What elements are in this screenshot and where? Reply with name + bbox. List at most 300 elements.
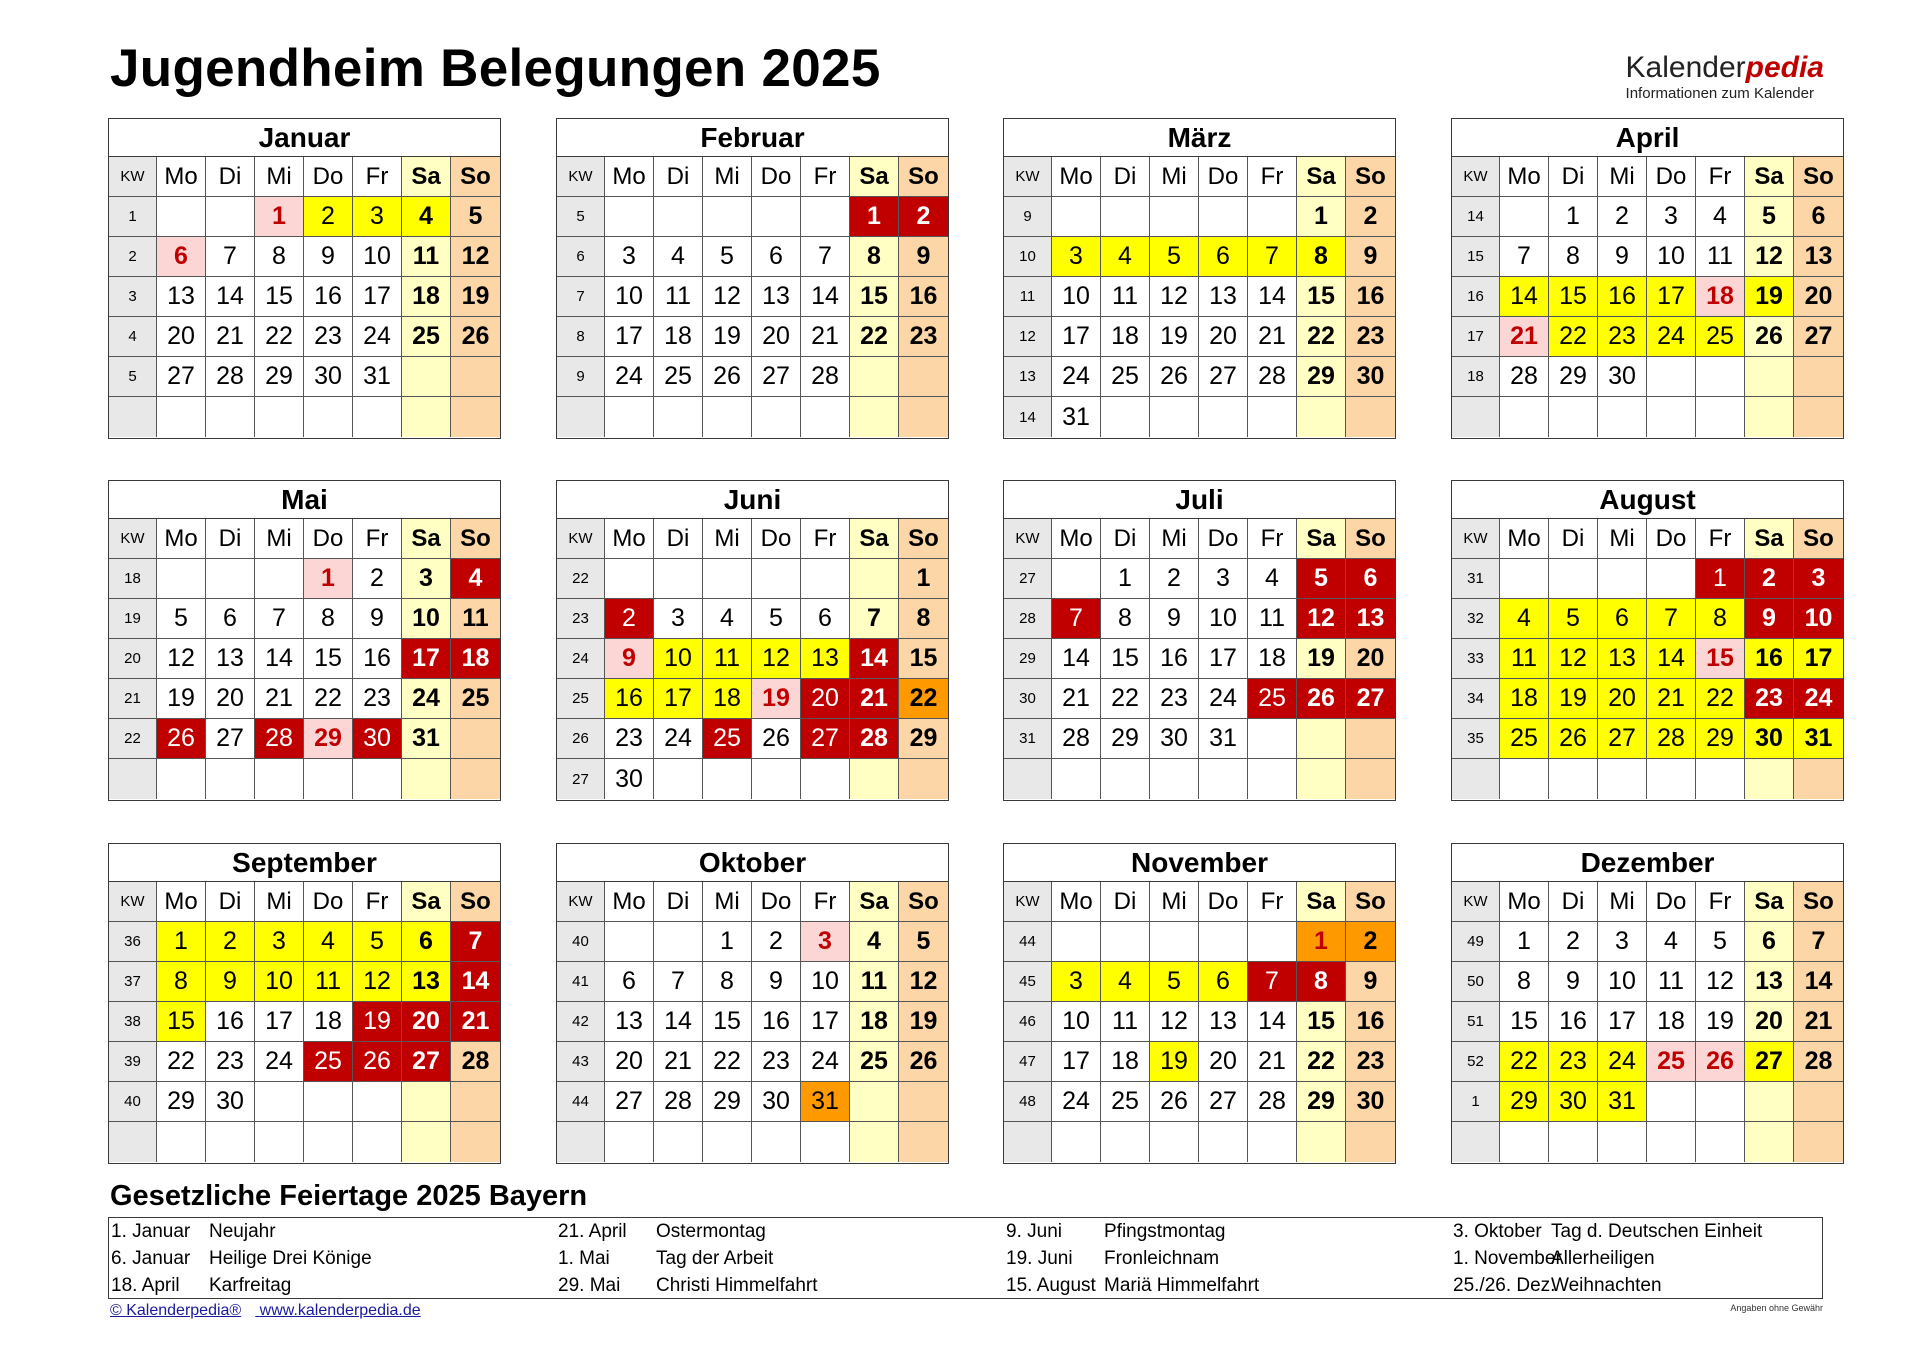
empty-day-cell <box>255 1122 304 1162</box>
day-cell: 28 <box>654 1082 703 1122</box>
month-4 <box>108 480 501 801</box>
day-cell: 23 <box>899 317 948 357</box>
empty-day-cell <box>255 559 304 599</box>
day-cell: 8 <box>1297 237 1346 277</box>
website-link[interactable]: www.kalenderpedia.de <box>259 1302 421 1319</box>
day-cell: 22 <box>850 317 899 357</box>
day-cell: 5 <box>1549 599 1598 639</box>
day-cell: 25 <box>1101 1082 1150 1122</box>
week-number <box>1004 1122 1052 1162</box>
kalenderpedia-logo[interactable] <box>1626 52 1824 102</box>
empty-day-cell <box>353 1082 402 1122</box>
day-cell: 5 <box>1745 197 1794 237</box>
month-name: März <box>1004 119 1395 157</box>
day-cell: 17 <box>353 277 402 317</box>
day-cell: 20 <box>1199 317 1248 357</box>
week-number: 24 <box>557 639 605 679</box>
day-cell: 23 <box>1598 317 1647 357</box>
holiday-column <box>1451 1221 1891 1302</box>
day-cell: 27 <box>1199 357 1248 397</box>
day-cell: 24 <box>1598 1042 1647 1082</box>
empty-day-cell <box>304 397 353 437</box>
day-cell: 5 <box>157 599 206 639</box>
day-cell: 29 <box>1297 1082 1346 1122</box>
day-cell: 4 <box>402 197 451 237</box>
day-cell: 16 <box>1150 639 1199 679</box>
empty-day-cell <box>1297 719 1346 759</box>
empty-day-cell <box>402 397 451 437</box>
kw-header: KW <box>1004 882 1052 922</box>
day-cell: 13 <box>157 277 206 317</box>
holiday-row <box>1004 1275 1444 1302</box>
weekday-header: Do <box>752 157 801 197</box>
disclaimer: Angaben ohne Gewähr <box>1730 1303 1823 1313</box>
empty-day-cell <box>605 922 654 962</box>
day-cell: 23 <box>605 719 654 759</box>
day-cell: 19 <box>752 679 801 719</box>
day-cell: 18 <box>1696 277 1745 317</box>
day-cell: 1 <box>157 922 206 962</box>
month-1 <box>556 118 949 439</box>
day-cell: 25 <box>703 719 752 759</box>
day-cell: 27 <box>1199 1082 1248 1122</box>
day-cell: 21 <box>451 1002 500 1042</box>
weekday-header: Fr <box>353 519 402 559</box>
holiday-name: Weihnachten <box>1551 1275 1662 1296</box>
empty-day-cell <box>206 197 255 237</box>
empty-day-cell <box>1199 397 1248 437</box>
empty-day-cell <box>899 397 948 437</box>
day-cell: 2 <box>1549 922 1598 962</box>
day-cell: 17 <box>402 639 451 679</box>
day-cell: 3 <box>402 559 451 599</box>
kw-header: KW <box>109 157 157 197</box>
week-number: 50 <box>1452 962 1500 1002</box>
month-9 <box>556 843 949 1164</box>
month-3 <box>1451 118 1844 439</box>
day-cell: 15 <box>703 1002 752 1042</box>
week-number: 31 <box>1452 559 1500 599</box>
day-cell: 4 <box>1696 197 1745 237</box>
day-cell: 15 <box>899 639 948 679</box>
month-name: November <box>1004 844 1395 882</box>
day-cell: 4 <box>850 922 899 962</box>
holiday-row <box>109 1275 549 1302</box>
day-cell: 9 <box>1346 962 1395 1002</box>
day-cell: 31 <box>353 357 402 397</box>
day-cell: 12 <box>157 639 206 679</box>
week-number: 16 <box>1452 277 1500 317</box>
week-number: 47 <box>1004 1042 1052 1082</box>
day-cell: 26 <box>1745 317 1794 357</box>
weekday-header: Fr <box>1696 157 1745 197</box>
weekday-header: Fr <box>1696 882 1745 922</box>
day-cell: 3 <box>605 237 654 277</box>
weekday-header: So <box>1346 882 1395 922</box>
week-number: 41 <box>557 962 605 1002</box>
day-cell: 27 <box>1598 719 1647 759</box>
day-cell: 11 <box>1647 962 1696 1002</box>
empty-day-cell <box>1647 397 1696 437</box>
day-cell: 14 <box>801 277 850 317</box>
day-cell: 28 <box>1794 1042 1843 1082</box>
empty-day-cell <box>752 1122 801 1162</box>
day-cell: 14 <box>255 639 304 679</box>
day-cell: 13 <box>752 277 801 317</box>
day-cell: 23 <box>1745 679 1794 719</box>
day-cell: 5 <box>1150 962 1199 1002</box>
week-number: 35 <box>1452 719 1500 759</box>
day-cell: 23 <box>752 1042 801 1082</box>
weekday-header: Di <box>206 519 255 559</box>
empty-day-cell <box>402 357 451 397</box>
week-number: 49 <box>1452 922 1500 962</box>
day-cell: 2 <box>752 922 801 962</box>
empty-day-cell <box>1794 357 1843 397</box>
day-cell: 12 <box>1150 277 1199 317</box>
day-cell: 31 <box>1052 397 1101 437</box>
day-cell: 8 <box>255 237 304 277</box>
kw-header: KW <box>1452 882 1500 922</box>
day-cell: 28 <box>206 357 255 397</box>
day-cell: 2 <box>206 922 255 962</box>
day-cell: 3 <box>654 599 703 639</box>
weekday-header: So <box>899 519 948 559</box>
day-cell: 17 <box>605 317 654 357</box>
day-cell: 18 <box>304 1002 353 1042</box>
empty-day-cell <box>654 559 703 599</box>
day-cell: 24 <box>353 317 402 357</box>
day-cell: 3 <box>1794 559 1843 599</box>
week-number: 32 <box>1452 599 1500 639</box>
empty-day-cell <box>1346 397 1395 437</box>
day-cell: 14 <box>1794 962 1843 1002</box>
week-number: 14 <box>1004 397 1052 437</box>
day-cell: 17 <box>255 1002 304 1042</box>
day-cell: 24 <box>605 357 654 397</box>
week-number: 5 <box>109 357 157 397</box>
day-cell: 22 <box>1500 1042 1549 1082</box>
day-cell: 27 <box>1794 317 1843 357</box>
day-cell: 24 <box>1794 679 1843 719</box>
weekday-header: Mi <box>1598 157 1647 197</box>
empty-day-cell <box>850 1082 899 1122</box>
day-cell: 19 <box>1549 679 1598 719</box>
holiday-date: 18. April <box>111 1275 180 1296</box>
empty-day-cell <box>451 397 500 437</box>
day-cell: 20 <box>402 1002 451 1042</box>
day-cell: 3 <box>1052 962 1101 1002</box>
empty-day-cell <box>1248 759 1297 799</box>
day-cell: 19 <box>1150 317 1199 357</box>
day-cell: 15 <box>1696 639 1745 679</box>
weekday-header: Mo <box>1500 157 1549 197</box>
day-cell: 22 <box>1297 1042 1346 1082</box>
day-cell: 14 <box>1248 277 1297 317</box>
month-name: Mai <box>109 481 500 519</box>
day-cell: 16 <box>899 277 948 317</box>
empty-day-cell <box>1150 397 1199 437</box>
day-cell: 19 <box>1696 1002 1745 1042</box>
day-cell: 23 <box>1346 317 1395 357</box>
day-cell: 4 <box>451 559 500 599</box>
day-cell: 10 <box>1794 599 1843 639</box>
day-cell: 17 <box>654 679 703 719</box>
day-cell: 24 <box>1052 1082 1101 1122</box>
day-cell: 16 <box>1598 277 1647 317</box>
empty-day-cell <box>1199 759 1248 799</box>
holiday-row <box>556 1275 996 1302</box>
empty-day-cell <box>1647 759 1696 799</box>
day-cell: 18 <box>654 317 703 357</box>
day-cell: 19 <box>353 1002 402 1042</box>
day-cell: 11 <box>1101 1002 1150 1042</box>
day-cell: 11 <box>850 962 899 1002</box>
weekday-header: Di <box>206 157 255 197</box>
day-cell: 18 <box>1500 679 1549 719</box>
day-cell: 1 <box>1297 922 1346 962</box>
holiday-date: 15. August <box>1006 1275 1096 1296</box>
day-cell: 11 <box>1500 639 1549 679</box>
day-cell: 2 <box>1598 197 1647 237</box>
day-cell: 6 <box>801 599 850 639</box>
day-cell: 26 <box>1150 357 1199 397</box>
month-name: Juni <box>557 481 948 519</box>
weekday-header: Fr <box>1696 519 1745 559</box>
day-cell: 7 <box>850 599 899 639</box>
empty-day-cell <box>402 1082 451 1122</box>
empty-day-cell <box>1598 1122 1647 1162</box>
day-cell: 11 <box>654 277 703 317</box>
day-cell: 9 <box>353 599 402 639</box>
day-cell: 21 <box>1248 1042 1297 1082</box>
week-number: 1 <box>1452 1082 1500 1122</box>
empty-day-cell <box>1248 397 1297 437</box>
copyright-link[interactable]: © Kalenderpedia® <box>110 1302 242 1319</box>
week-number: 4 <box>109 317 157 357</box>
day-cell: 25 <box>654 357 703 397</box>
day-cell: 26 <box>1549 719 1598 759</box>
week-number: 17 <box>1452 317 1500 357</box>
weekday-header: Di <box>654 157 703 197</box>
day-cell: 9 <box>304 237 353 277</box>
day-cell: 6 <box>605 962 654 1002</box>
week-number: 25 <box>557 679 605 719</box>
week-number: 44 <box>557 1082 605 1122</box>
day-cell: 18 <box>451 639 500 679</box>
weekday-header: Di <box>654 519 703 559</box>
day-cell: 22 <box>255 317 304 357</box>
empty-day-cell <box>206 759 255 799</box>
weekday-header: Mo <box>157 519 206 559</box>
empty-day-cell <box>1549 1122 1598 1162</box>
weekday-header: Mo <box>1052 157 1101 197</box>
day-cell: 9 <box>1346 237 1395 277</box>
day-cell: 7 <box>1248 237 1297 277</box>
day-cell: 28 <box>850 719 899 759</box>
day-cell: 16 <box>206 1002 255 1042</box>
weekday-header: Mi <box>1598 519 1647 559</box>
day-cell: 6 <box>1598 599 1647 639</box>
weekday-header: Sa <box>1745 882 1794 922</box>
weekday-header: Fr <box>353 882 402 922</box>
day-cell: 4 <box>1101 962 1150 1002</box>
weekday-header: Di <box>654 882 703 922</box>
day-cell: 30 <box>752 1082 801 1122</box>
month-8 <box>108 843 501 1164</box>
day-cell: 14 <box>1647 639 1696 679</box>
weekday-header: Do <box>1199 157 1248 197</box>
weekday-header: Sa <box>1297 157 1346 197</box>
logo-brand-part1: Kalender <box>1625 51 1746 84</box>
month-name: Juli <box>1004 481 1395 519</box>
day-cell: 5 <box>1297 559 1346 599</box>
week-number: 48 <box>1004 1082 1052 1122</box>
day-cell: 19 <box>1297 639 1346 679</box>
holiday-date: 9. Juni <box>1006 1221 1062 1242</box>
week-number: 33 <box>1452 639 1500 679</box>
holiday-row <box>109 1248 549 1275</box>
empty-day-cell <box>1101 1122 1150 1162</box>
empty-day-cell <box>451 357 500 397</box>
day-cell: 20 <box>1346 639 1395 679</box>
empty-day-cell <box>157 559 206 599</box>
day-cell: 2 <box>1745 559 1794 599</box>
empty-day-cell <box>1346 759 1395 799</box>
day-cell: 28 <box>1248 1082 1297 1122</box>
week-number: 21 <box>109 679 157 719</box>
weekday-header: Mo <box>157 882 206 922</box>
weekday-header: So <box>1794 519 1843 559</box>
kw-header: KW <box>109 519 157 559</box>
day-cell: 22 <box>703 1042 752 1082</box>
week-number <box>1452 1122 1500 1162</box>
day-cell: 14 <box>654 1002 703 1042</box>
holiday-date: 6. Januar <box>111 1248 191 1269</box>
day-cell: 10 <box>353 237 402 277</box>
day-cell: 28 <box>451 1042 500 1082</box>
weekday-header: Mo <box>1500 882 1549 922</box>
day-cell: 19 <box>451 277 500 317</box>
week-number: 44 <box>1004 922 1052 962</box>
empty-day-cell <box>605 1122 654 1162</box>
week-number: 45 <box>1004 962 1052 1002</box>
week-number: 18 <box>1452 357 1500 397</box>
empty-day-cell <box>206 559 255 599</box>
week-number: 39 <box>109 1042 157 1082</box>
day-cell: 29 <box>1297 357 1346 397</box>
day-cell: 23 <box>1549 1042 1598 1082</box>
empty-day-cell <box>1696 357 1745 397</box>
day-cell: 11 <box>451 599 500 639</box>
day-cell: 3 <box>801 922 850 962</box>
day-cell: 15 <box>1297 1002 1346 1042</box>
day-cell: 18 <box>850 1002 899 1042</box>
weekday-header: Mo <box>1500 519 1549 559</box>
weekday-header: Sa <box>850 882 899 922</box>
day-cell: 6 <box>1199 962 1248 1002</box>
day-cell: 23 <box>206 1042 255 1082</box>
day-cell: 15 <box>157 1002 206 1042</box>
day-cell: 21 <box>1647 679 1696 719</box>
day-cell: 22 <box>899 679 948 719</box>
day-cell: 18 <box>703 679 752 719</box>
day-cell: 17 <box>1052 317 1101 357</box>
week-number: 40 <box>109 1082 157 1122</box>
month-2 <box>1003 118 1396 439</box>
empty-day-cell <box>1248 922 1297 962</box>
holiday-date: 3. Oktober <box>1453 1221 1542 1242</box>
week-number <box>557 1122 605 1162</box>
day-cell: 7 <box>654 962 703 1002</box>
day-cell: 18 <box>402 277 451 317</box>
day-cell: 24 <box>801 1042 850 1082</box>
day-cell: 1 <box>1297 197 1346 237</box>
empty-day-cell <box>801 1122 850 1162</box>
empty-day-cell <box>1647 1122 1696 1162</box>
weekday-header: Mo <box>1052 519 1101 559</box>
day-cell: 3 <box>1199 559 1248 599</box>
empty-day-cell <box>255 759 304 799</box>
day-cell: 11 <box>1101 277 1150 317</box>
day-cell: 9 <box>752 962 801 1002</box>
day-cell: 5 <box>752 599 801 639</box>
day-cell: 10 <box>402 599 451 639</box>
holiday-date: 25./26. Dez. <box>1453 1275 1556 1296</box>
empty-day-cell <box>1745 759 1794 799</box>
day-cell: 20 <box>1794 277 1843 317</box>
day-cell: 6 <box>1199 237 1248 277</box>
day-cell: 28 <box>1052 719 1101 759</box>
day-cell: 29 <box>703 1082 752 1122</box>
weekday-header: Mi <box>1150 882 1199 922</box>
holiday-date: 1. November <box>1453 1248 1562 1269</box>
day-cell: 17 <box>1647 277 1696 317</box>
day-cell: 8 <box>1696 599 1745 639</box>
weekday-header: So <box>1346 519 1395 559</box>
day-cell: 12 <box>752 639 801 679</box>
day-cell: 18 <box>1101 317 1150 357</box>
day-cell: 2 <box>605 599 654 639</box>
day-cell: 20 <box>1199 1042 1248 1082</box>
weekday-header: Do <box>304 157 353 197</box>
empty-day-cell <box>1101 197 1150 237</box>
empty-day-cell <box>157 397 206 437</box>
kw-header: KW <box>557 882 605 922</box>
day-cell: 18 <box>1248 639 1297 679</box>
week-number <box>557 397 605 437</box>
day-cell: 10 <box>1598 962 1647 1002</box>
weekday-header: Fr <box>801 882 850 922</box>
week-number: 40 <box>557 922 605 962</box>
empty-day-cell <box>157 1122 206 1162</box>
day-cell: 7 <box>1794 922 1843 962</box>
day-cell: 21 <box>801 317 850 357</box>
day-cell: 17 <box>1794 639 1843 679</box>
week-number <box>1452 397 1500 437</box>
day-cell: 26 <box>703 357 752 397</box>
weekday-header: Sa <box>1297 882 1346 922</box>
day-cell: 4 <box>1248 559 1297 599</box>
holiday-column <box>1004 1221 1444 1302</box>
day-cell: 7 <box>801 237 850 277</box>
day-cell: 22 <box>1101 679 1150 719</box>
day-cell: 10 <box>255 962 304 1002</box>
empty-day-cell <box>1052 197 1101 237</box>
week-number: 22 <box>557 559 605 599</box>
empty-day-cell <box>451 1122 500 1162</box>
weekday-header: Mo <box>1052 882 1101 922</box>
